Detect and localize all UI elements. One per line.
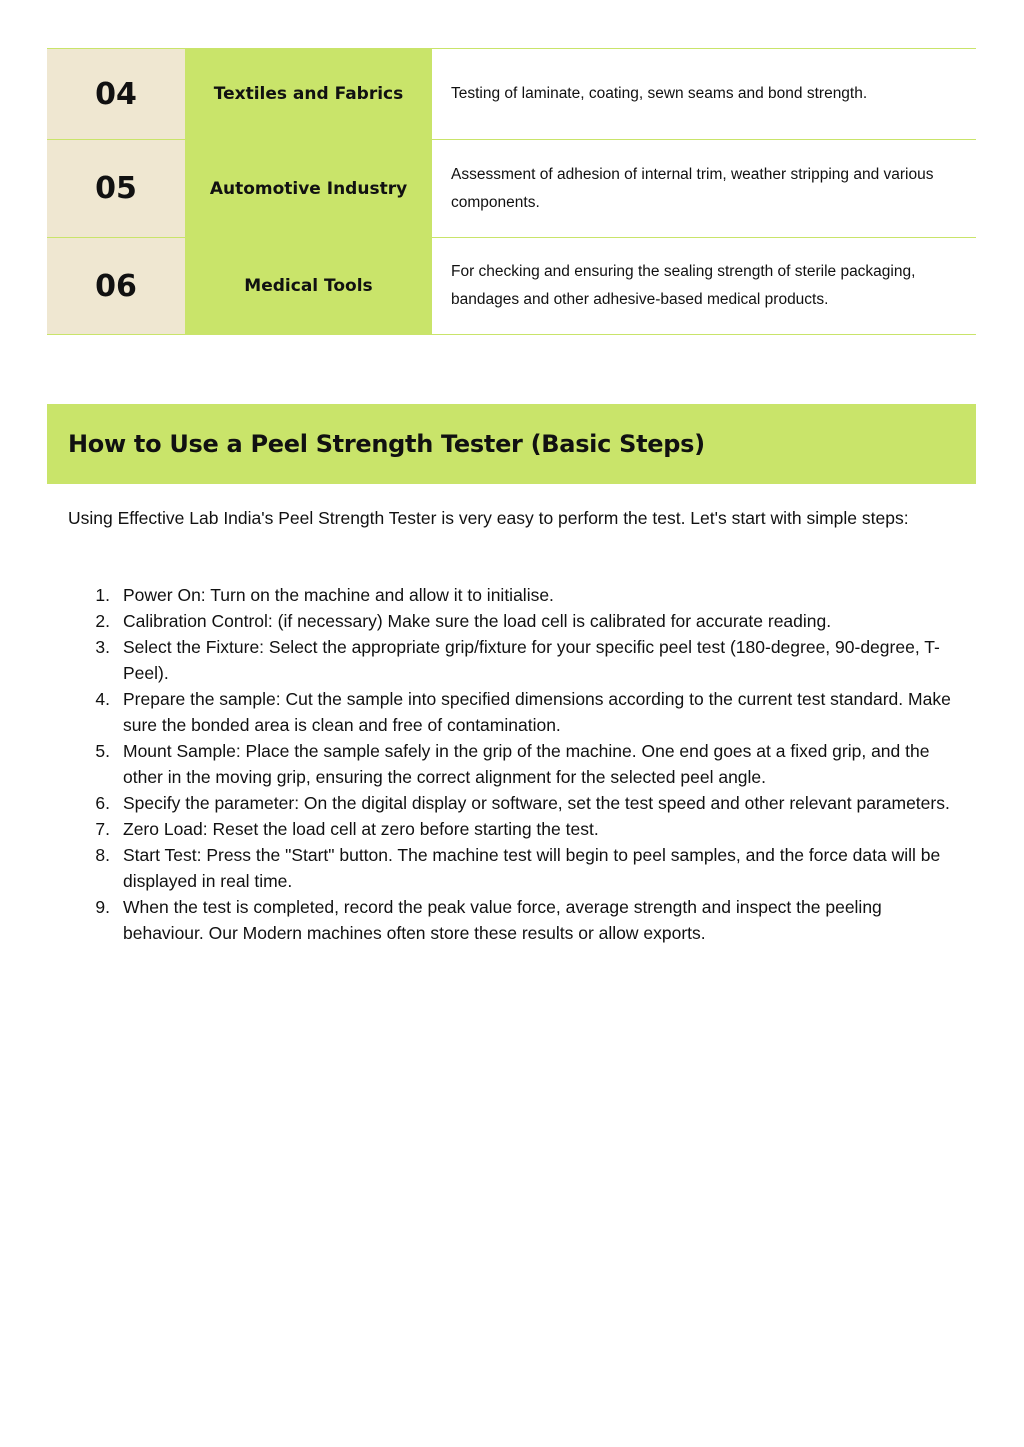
row-number: 05 [47, 140, 185, 237]
step-text: Mount Sample: Place the sample safely in the grip of the machine. One end goes at a fixed grip, and the other in the moving grip, ensuring the correct alignment for the selected peel angle. [123, 741, 930, 787]
row-number: 06 [47, 238, 185, 334]
step-text: Zero Load: Reset the load cell at zero before starting the test. [123, 819, 599, 839]
step-number: 5. [95, 741, 110, 761]
table-row [47, 139, 976, 237]
list-item [68, 842, 958, 894]
table-row [47, 237, 976, 335]
list-item [68, 582, 958, 608]
industry-description: Assessment of adhesion of internal trim, weather stripping and various components. [432, 140, 976, 237]
industry-name: Textiles and Fabrics [185, 49, 432, 139]
step-number: 8. [95, 845, 110, 865]
steps-list [68, 582, 958, 946]
list-item [68, 634, 958, 686]
step-text: Calibration Control: (if necessary) Make sure the load cell is calibrated for accurate reading. [123, 611, 832, 631]
step-number: 3. [95, 637, 110, 657]
step-text: Power On: Turn on the machine and allow it to initialise. [123, 585, 554, 605]
list-item [68, 738, 958, 790]
step-number: 7. [95, 819, 110, 839]
industry-description: For checking and ensuring the sealing strength of sterile packaging, bandages and other adhesive-based medical products. [432, 238, 976, 334]
step-text: Start Test: Press the "Start" button. The machine test will begin to peel samples, and the force data will be displayed in real time. [123, 845, 941, 891]
step-text: Prepare the sample: Cut the sample into specified dimensions according to the current test standard. Make sure the bonded area is clean and free of contamination. [123, 689, 951, 735]
table-row [47, 48, 976, 139]
step-number: 9. [95, 897, 110, 917]
row-number: 04 [47, 49, 185, 139]
step-number: 4. [95, 689, 110, 709]
list-item [68, 608, 958, 634]
industry-name: Automotive Industry [185, 140, 432, 237]
step-text: When the test is completed, record the peak value force, average strength and inspect the peeling behaviour. Our Modern machines often store these results or allow exports. [123, 897, 882, 943]
step-number: 6. [95, 793, 110, 813]
step-number: 2. [95, 611, 110, 631]
step-number: 1. [95, 585, 110, 605]
list-item [68, 790, 958, 816]
list-item [68, 816, 958, 842]
intro-paragraph: Using Effective Lab India's Peel Strength Tester is very easy to perform the test. Let's start with simple steps: [68, 508, 909, 528]
step-text: Select the Fixture: Select the appropriate grip/fixture for your specific peel test (180-degree, 90-degree, T-Peel). [123, 637, 940, 683]
step-text: Specify the parameter: On the digital display or software, set the test speed and other relevant parameters. [123, 793, 950, 813]
industry-description: Testing of laminate, coating, sewn seams and bond strength. [432, 49, 976, 139]
section-header-banner [47, 404, 976, 484]
industry-name: Medical Tools [185, 238, 432, 334]
list-item [68, 894, 958, 946]
list-item [68, 686, 958, 738]
section-title: How to Use a Peel Strength Tester (Basic Steps) [68, 430, 705, 458]
industry-applications-table [47, 48, 976, 335]
